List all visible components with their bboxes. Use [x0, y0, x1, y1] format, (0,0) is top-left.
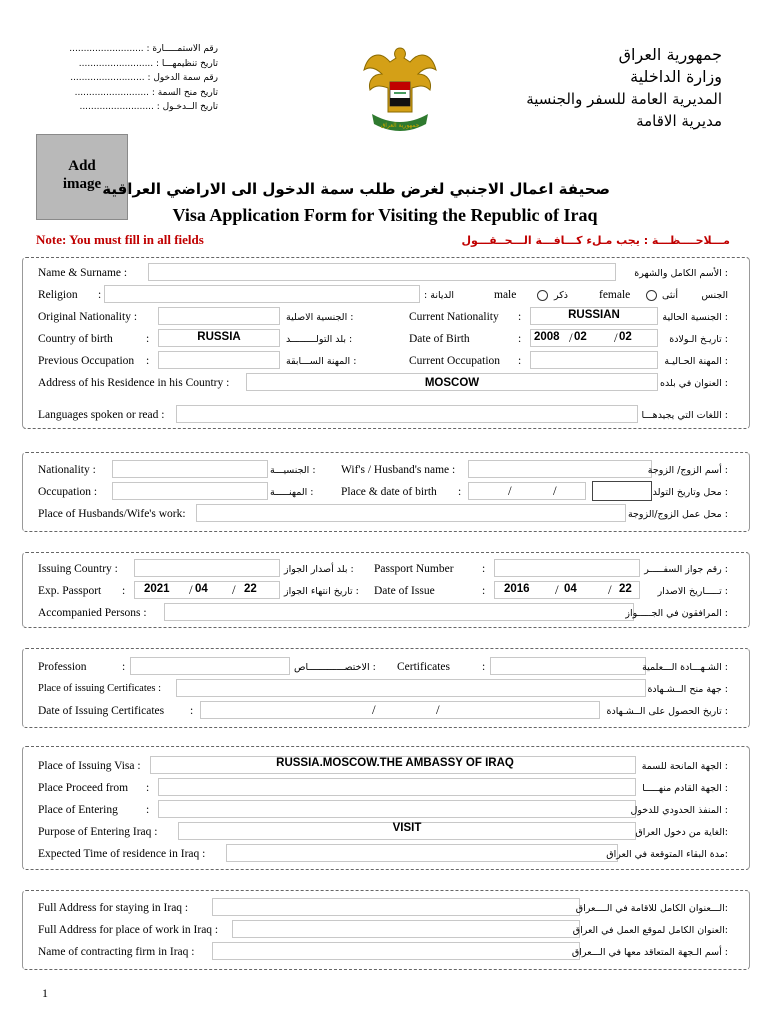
spouse-nationality-input[interactable] — [112, 460, 268, 478]
residence-time-input[interactable] — [226, 844, 618, 862]
cur-occupation-colon: : — [518, 355, 522, 367]
note-english: Note: You must fill in all fields — [36, 232, 204, 247]
passport-number-input[interactable] — [494, 559, 640, 577]
visa-place-label-ar: : الجهة المانحة للسمة — [641, 761, 728, 772]
dob-year: 2008 — [534, 331, 560, 343]
prev-occupation-input[interactable] — [158, 351, 280, 369]
cert-place-input[interactable] — [176, 679, 646, 697]
spouse-name-label-ar: : أسم الزوج/ الزوجة — [647, 465, 728, 476]
dob-month: 02 — [574, 331, 587, 343]
spouse-occupation-input[interactable] — [112, 482, 268, 500]
certificates-colon: : — [482, 661, 486, 673]
work-address-input[interactable] — [232, 920, 580, 938]
residence-directorate: مديرية الاقامة — [636, 112, 722, 130]
name-label-ar: : الأسم الكامل والشهرة — [634, 268, 728, 279]
ministry-name: وزارة الداخلية — [630, 67, 722, 86]
dob-label-ar: : تاريـخ الـولادة — [669, 334, 728, 345]
spouse-birth-date-input[interactable] — [592, 481, 652, 501]
male-radio[interactable] — [537, 290, 548, 301]
cur-occupation-input[interactable] — [530, 351, 658, 369]
spouse-birth-sep-2: / — [553, 483, 557, 498]
cur-nationality-label: Current Nationality — [409, 311, 499, 323]
residence-time-label-ar: :مدة البقاء المتوقعة في العراق — [606, 849, 728, 860]
spouse-nationality-label-ar: : الجنسيـــة — [270, 465, 316, 476]
issue-date-colon: : — [482, 585, 486, 597]
header-left-fields — [38, 42, 218, 115]
cur-nationality-label-ar: : الجنسية الحالية — [662, 312, 728, 323]
spouse-birth-sep-1: / — [508, 483, 512, 498]
cur-occupation-label: Current Occupation — [409, 355, 501, 367]
name-label: Name & Surname : — [38, 267, 128, 279]
dob-label: Date of Birth — [409, 333, 470, 345]
birth-country-colon: : — [146, 333, 150, 345]
emblem-text: جمهورية العراق — [380, 122, 420, 129]
issue-sep-1: / — [555, 582, 559, 597]
certificates-label: Certificates — [397, 661, 451, 673]
birth-country-label-ar: : بلد التولـــــــــد — [286, 334, 353, 345]
spouse-birth-label: Place & date of birth — [341, 486, 437, 498]
directorate-name: المديرية العامة للسفر والجنسية — [526, 90, 722, 108]
spouse-name-label: Wif's / Husband's name : — [341, 464, 456, 476]
profession-input[interactable] — [130, 657, 290, 675]
exp-year: 2021 — [144, 583, 170, 595]
languages-label-ar: : اللغات التي يجيدهـــا — [641, 410, 728, 421]
exp-sep-1: / — [189, 582, 193, 597]
republic-name: جمهورية العراق — [618, 45, 722, 64]
orig-nationality-input[interactable] — [158, 307, 280, 325]
title-english: Visa Application Form for Visiting the Republic of Iraq — [172, 205, 598, 225]
visa-place-label: Place of Issuing Visa : — [38, 760, 141, 772]
male-label-ar: ذكر — [554, 290, 568, 301]
exp-passport-colon: : — [122, 585, 126, 597]
cur-nationality-colon: : — [518, 311, 522, 323]
cur-nationality-value: RUSSIAN — [568, 309, 620, 321]
add-image-label-1: Add — [68, 158, 96, 174]
exp-month: 04 — [195, 583, 208, 595]
profession-label-ar: : الاختصـــــــــــــاص — [294, 662, 376, 673]
issue-sep-2: / — [608, 582, 612, 597]
prev-occupation-colon: : — [146, 355, 150, 367]
accompanied-label-ar: : المرافقون في الجـــــواز — [625, 608, 728, 619]
spouse-birth-label-ar: : محل وتاريخ التولد — [652, 487, 728, 498]
add-image-box[interactable] — [36, 134, 128, 220]
cert-place-label-ar: : جهة منح الــشـهادة — [647, 684, 728, 695]
exp-day: 22 — [244, 583, 257, 595]
spouse-birth-colon: : — [458, 486, 462, 498]
contract-firm-label-ar: : أسم الـجهة المتعاقد معها في الـــعراق — [571, 947, 728, 958]
female-radio[interactable] — [646, 290, 657, 301]
spouse-name-input[interactable] — [468, 460, 652, 478]
stay-address-label: Full Address for staying in Iraq : — [38, 902, 189, 914]
birth-country-value: RUSSIA — [197, 331, 241, 343]
prev-occupation-label-ar: : المهنة الســـابقة — [286, 356, 357, 367]
issue-month: 04 — [564, 583, 577, 595]
spouse-work-label: Place of Husbands/Wife's work: — [38, 508, 186, 520]
purpose-value: VISIT — [392, 822, 422, 834]
exp-passport-label: Exp. Passport — [38, 585, 102, 597]
address-value: MOSCOW — [424, 377, 480, 389]
profession-colon: : — [122, 661, 126, 673]
certificates-label-ar: : الشـهـــادة الـــعلمية — [642, 662, 728, 673]
iraq-emblem — [360, 40, 440, 140]
proceed-from-label-ar: : الجهة القادم منهـــــا — [642, 783, 728, 794]
accompanied-label: Accompanied Persons : — [38, 607, 147, 619]
religion-label: Religion — [38, 289, 78, 301]
cur-occupation-label-ar: : المهنة الحـاليـة — [664, 356, 728, 367]
religion-input[interactable] — [104, 285, 420, 303]
proceed-from-colon: : — [146, 782, 150, 794]
name-input[interactable] — [148, 263, 616, 281]
orig-nationality-label-ar: : الجنسية الاصلية — [286, 312, 354, 323]
purpose-label-ar: :الغاية من دخول العراق — [635, 827, 728, 838]
spouse-occupation-label-ar: : المهنـــــة — [270, 487, 314, 498]
male-label: male — [494, 289, 517, 301]
stay-address-input[interactable] — [212, 898, 580, 916]
add-image-label-2: image — [62, 176, 102, 192]
spouse-work-input[interactable] — [196, 504, 626, 522]
spouse-work-label-ar: : محل عمل الزوج/الزوجة — [627, 509, 728, 520]
entry-place-input[interactable] — [158, 800, 636, 818]
religion-label-ar: الديانة : — [424, 290, 455, 301]
entry-place-label: Place of Entering — [38, 804, 118, 816]
cert-date-sep-1: / — [372, 702, 376, 717]
issue-date-label-ar: : تـــــاريخ الاصدار — [657, 586, 728, 597]
dob-sep-1: / — [569, 330, 573, 345]
dob-day: 02 — [619, 331, 632, 343]
cert-date-input[interactable] — [200, 701, 600, 719]
certificates-input[interactable] — [490, 657, 646, 675]
accompanied-input[interactable] — [164, 603, 634, 621]
passport-number-label-ar: : رقم جواز السفـــــر — [644, 564, 728, 575]
purpose-label: Purpose of Entering Iraq : — [38, 826, 158, 838]
female-label-ar: أنثى — [662, 290, 679, 301]
exp-passport-label-ar: : تاريخ انتهاء الجواز — [284, 586, 359, 597]
cert-date-label: Date of Issuing Certificates — [38, 705, 165, 717]
address-label-ar: : العنوان في بلده — [660, 378, 728, 389]
page-number: 1 — [42, 986, 48, 1000]
form-number-field: رقم الاستمـــــارة : .......................... — [69, 44, 218, 54]
issue-day: 22 — [619, 583, 632, 595]
contract-firm-input[interactable] — [212, 942, 580, 960]
visa-number-field: رقم سمة الدخول : .......................... — [70, 73, 218, 83]
address-label: Address of his Residence in his Country : — [38, 377, 230, 389]
residence-time-label: Expected Time of residence in Iraq : — [38, 848, 206, 860]
passport-number-label: Passport Number — [374, 563, 454, 575]
work-address-label: Full Address for place of work in Iraq : — [38, 924, 219, 936]
issuing-country-label: Issuing Country : — [38, 563, 118, 575]
proceed-from-input[interactable] — [158, 778, 636, 796]
cert-place-label: Place of issuing Certificates : — [38, 683, 162, 694]
female-label: female — [599, 289, 631, 301]
title-arabic: صحيفة اعمال الاجنبي لغرض طلب سمة الدخول الى الاراضي العراقية — [102, 180, 610, 198]
prev-occupation-label: Previous Occupation — [38, 355, 135, 367]
languages-input[interactable] — [176, 405, 638, 423]
proceed-from-label: Place Proceed from — [38, 782, 129, 794]
entry-date-field: تاريخ الــدخـول : .......................... — [79, 102, 218, 112]
spouse-birth-place-input[interactable] — [468, 482, 586, 500]
gender-label-ar: الجنس — [701, 290, 728, 301]
header-right — [462, 44, 722, 132]
contract-firm-label: Name of contracting firm in Iraq : — [38, 946, 195, 958]
orig-nationality-label: Original Nationality : — [38, 311, 138, 323]
exp-sep-2: / — [232, 582, 236, 597]
work-address-label-ar: :العنوان الكامل لموقع العمل في العراق — [572, 925, 728, 936]
birth-country-label: Country of birth — [38, 333, 113, 345]
dob-sep-2: / — [614, 330, 618, 345]
organize-date-field: تاريخ تنظيمهـــا : .......................... — [78, 58, 218, 69]
cert-date-label-ar: : تاريخ الحصول على الــشـهادة — [606, 706, 728, 717]
cert-date-sep-2: / — [436, 702, 440, 717]
stay-address-label-ar: :الـــعنوان الكامل للاقامة في الــــعراق — [575, 903, 728, 914]
note-arabic: مـــلاحــــظـــة : يجب مـلء كـــافـــة الـــحــقـــول — [461, 234, 730, 247]
visa-place-value: RUSSIA.MOSCOW.THE AMBASSY OF IRAQ — [276, 757, 514, 769]
issuing-country-input[interactable] — [134, 559, 280, 577]
spouse-nationality-label: Nationality : — [38, 464, 96, 476]
cert-date-colon: : — [190, 705, 194, 717]
entry-place-label-ar: : المنفذ الحدودي للدخول — [630, 805, 728, 816]
languages-label: Languages spoken or read : — [38, 409, 165, 421]
spouse-occupation-label: Occupation : — [38, 486, 98, 498]
profession-label: Profession — [38, 661, 87, 673]
dob-colon: : — [518, 333, 522, 345]
issue-date-label: Date of Issue — [374, 585, 435, 597]
issuing-country-label-ar: : بلد أصدار الجواز — [284, 564, 354, 575]
visa-grant-date-field: تاريخ منح السمة : .......................... — [74, 87, 218, 98]
issue-year: 2016 — [504, 583, 530, 595]
passport-number-colon: : — [482, 563, 486, 575]
entry-place-colon: : — [146, 804, 150, 816]
religion-colon: : — [98, 289, 102, 301]
